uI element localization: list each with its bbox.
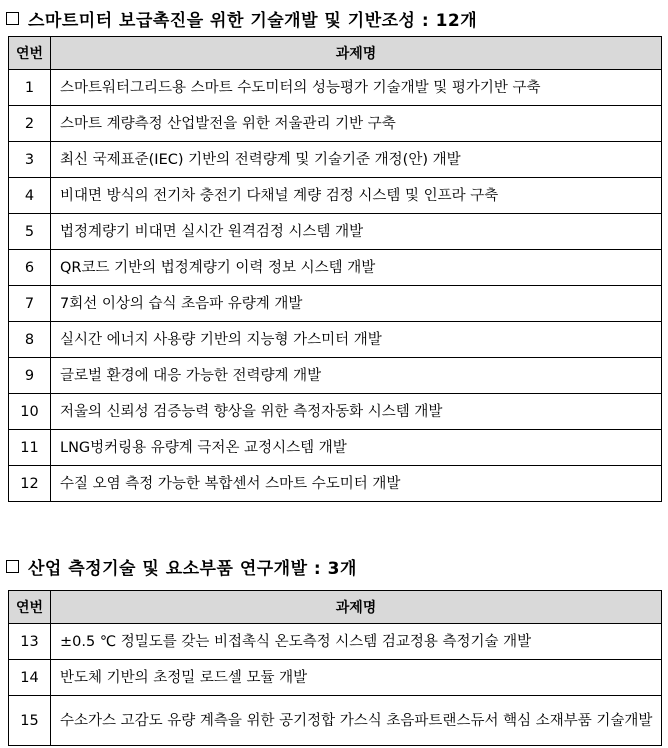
row-number: 12	[9, 466, 51, 502]
row-project-name: 최신 국제표준(IEC) 기반의 전력량계 및 기술기준 개정(안) 개발	[51, 142, 662, 178]
table-row	[9, 70, 662, 106]
table-row	[9, 430, 662, 466]
column-header-name: 과제명	[51, 591, 662, 624]
table-row	[9, 214, 662, 250]
section-title-text: 스마트미터 보급촉진을 위한 기술개발 및 기반조성 : 12개	[28, 11, 478, 31]
row-project-name: 저울의 신뢰성 검증능력 향상을 위한 측정자동화 시스템 개발	[51, 394, 662, 430]
checkbox-icon	[6, 12, 19, 25]
row-project-name: ±0.5 ℃ 정밀도를 갖는 비접촉식 온도측정 시스템 검교정용 측정기술 개발	[51, 624, 662, 660]
column-header-name: 과제명	[51, 37, 662, 70]
row-number: 15	[9, 696, 51, 746]
row-project-name: 비대면 방식의 전기차 충전기 다채널 계량 검정 시스템 및 인프라 구축	[51, 178, 662, 214]
table-row	[9, 358, 662, 394]
table-row	[9, 660, 662, 696]
measurement-projects-table	[8, 590, 662, 746]
table-row	[9, 106, 662, 142]
row-project-name: 글로벌 환경에 대응 가능한 전력량계 개발	[51, 358, 662, 394]
row-number: 4	[9, 178, 51, 214]
row-project-name: 7회선 이상의 습식 초음파 유량계 개발	[51, 286, 662, 322]
column-header-number: 연번	[9, 37, 51, 70]
table-header-row	[9, 591, 662, 624]
row-project-name: 수소가스 고감도 유량 계측을 위한 공기정합 가스식 초음파트랜스듀서 핵심 소재부품 기술개발	[51, 696, 662, 746]
section-title-smart-meter	[6, 6, 477, 31]
table-row	[9, 322, 662, 358]
row-number: 8	[9, 322, 51, 358]
row-project-name: 스마트 계량측정 산업발전을 위한 저울관리 기반 구축	[51, 106, 662, 142]
checkbox-icon	[6, 560, 19, 573]
row-number: 13	[9, 624, 51, 660]
row-number: 9	[9, 358, 51, 394]
row-project-name: 반도체 기반의 초정밀 로드셀 모듈 개발	[51, 660, 662, 696]
row-number: 10	[9, 394, 51, 430]
row-number: 2	[9, 106, 51, 142]
row-number: 3	[9, 142, 51, 178]
table-row	[9, 624, 662, 660]
row-number: 5	[9, 214, 51, 250]
row-project-name: 실시간 에너지 사용량 기반의 지능형 가스미터 개발	[51, 322, 662, 358]
table-row	[9, 250, 662, 286]
row-number: 6	[9, 250, 51, 286]
table-row	[9, 394, 662, 430]
section-title-text: 산업 측정기술 및 요소부품 연구개발 : 3개	[28, 559, 357, 579]
table-row	[9, 286, 662, 322]
smart-meter-projects-table	[8, 36, 662, 502]
row-number: 14	[9, 660, 51, 696]
table-row	[9, 696, 662, 746]
row-project-name: 수질 오염 측정 가능한 복합센서 스마트 수도미터 개발	[51, 466, 662, 502]
table-row	[9, 142, 662, 178]
row-project-name: QR코드 기반의 법정계량기 이력 정보 시스템 개발	[51, 250, 662, 286]
row-number: 7	[9, 286, 51, 322]
section-title-measurement-tech	[6, 554, 357, 579]
table-row	[9, 466, 662, 502]
table-row	[9, 178, 662, 214]
row-project-name: LNG벙커링용 유량계 극저온 교정시스템 개발	[51, 430, 662, 466]
row-number: 1	[9, 70, 51, 106]
row-number: 11	[9, 430, 51, 466]
column-header-number: 연번	[9, 591, 51, 624]
row-project-name: 법정계량기 비대면 실시간 원격검정 시스템 개발	[51, 214, 662, 250]
row-project-name: 스마트워터그리드용 스마트 수도미터의 성능평가 기술개발 및 평가기반 구축	[51, 70, 662, 106]
table-header-row	[9, 37, 662, 70]
